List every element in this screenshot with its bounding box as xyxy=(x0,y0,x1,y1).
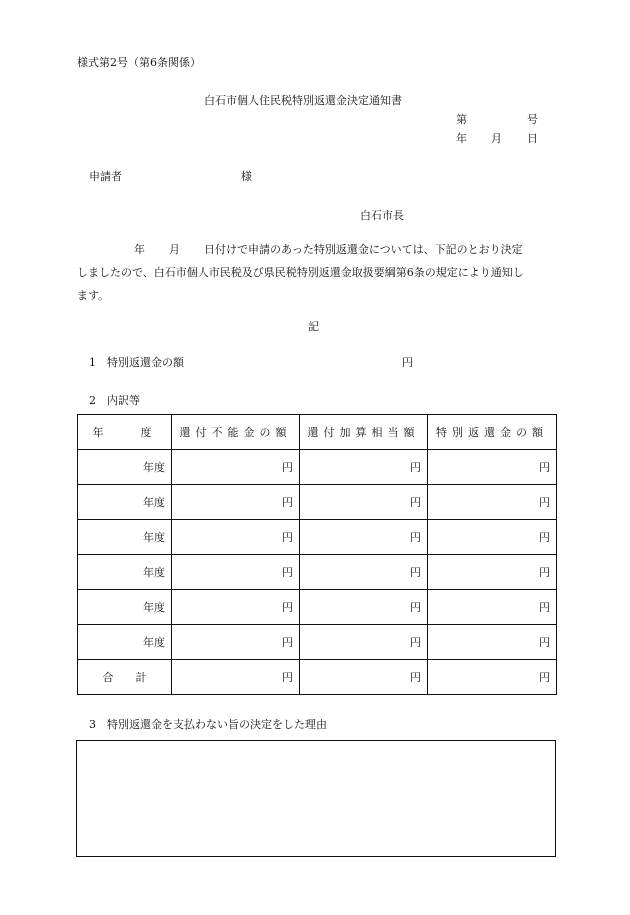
row-special-refund: 円 xyxy=(428,520,557,555)
row-refund-addition: 円 xyxy=(300,450,428,485)
table-row xyxy=(78,485,557,520)
row-refund-addition: 円 xyxy=(300,485,428,520)
table-row xyxy=(78,450,557,485)
row-nonrefundable: 円 xyxy=(172,485,300,520)
date-day: 日 xyxy=(527,132,538,145)
row-nonrefundable: 円 xyxy=(172,450,300,485)
table-row xyxy=(78,520,557,555)
issuer: 白石市長 xyxy=(360,209,404,222)
form-label: 様式第2号（第6条関係） xyxy=(77,56,201,69)
notice-body xyxy=(77,238,555,307)
row-refund-addition: 円 xyxy=(300,590,428,625)
body-year: 年 xyxy=(134,243,145,256)
row-refund-addition: 円 xyxy=(300,520,428,555)
row-year: 年度 xyxy=(78,555,172,590)
row-special-refund: 円 xyxy=(428,485,557,520)
section3-label: 3 特別返還金を支払わない旨の決定をした理由 xyxy=(89,718,327,731)
table-header-row xyxy=(78,415,557,450)
header-nonrefundable: 還付不能金の額 xyxy=(172,415,300,450)
doc-number-suffix: 号 xyxy=(527,113,538,126)
row-special-refund: 円 xyxy=(428,590,557,625)
body-line1-rest: 日付けで申請のあった特別返還金については、下記のとおり決定 xyxy=(204,243,523,256)
header-refund-addition: 還付加算相当額 xyxy=(300,415,428,450)
row-refund-addition: 円 xyxy=(300,555,428,590)
section1-unit: 円 xyxy=(402,356,413,369)
total-refund-addition: 円 xyxy=(300,660,428,695)
date-year: 年 xyxy=(456,132,467,145)
applicant-label: 申請者 xyxy=(89,170,122,183)
row-special-refund: 円 xyxy=(428,555,557,590)
row-nonrefundable: 円 xyxy=(172,590,300,625)
row-year: 年度 xyxy=(78,590,172,625)
body-line-3: ます。 xyxy=(77,289,110,302)
row-year: 年度 xyxy=(78,450,172,485)
row-year: 年度 xyxy=(78,625,172,660)
row-refund-addition: 円 xyxy=(300,625,428,660)
table-row xyxy=(78,590,557,625)
body-month: 月 xyxy=(169,243,180,256)
table-row xyxy=(78,625,557,660)
section1-label: 1 特別返還金の額 xyxy=(89,356,184,369)
date-month: 月 xyxy=(491,132,502,145)
breakdown-table xyxy=(77,414,557,695)
body-line-1 xyxy=(77,238,555,261)
document-title: 白石市個人住民税特別返還金決定通知書 xyxy=(204,94,402,107)
section2-label: 2 内訳等 xyxy=(89,394,140,407)
row-year: 年度 xyxy=(78,520,172,555)
header-year: 年 度 xyxy=(78,415,172,450)
ki-heading: 記 xyxy=(308,320,319,333)
total-special-refund: 円 xyxy=(428,660,557,695)
row-nonrefundable: 円 xyxy=(172,625,300,660)
row-special-refund: 円 xyxy=(428,625,557,660)
doc-number-prefix: 第 xyxy=(456,113,467,126)
total-label: 合 計 xyxy=(78,660,172,695)
body-line-2: しましたので、白石市個人市民税及び県民税特別返還金取扱要綱第6条の規定により通知し xyxy=(77,266,524,279)
table-total-row xyxy=(78,660,557,695)
row-nonrefundable: 円 xyxy=(172,555,300,590)
total-nonrefundable: 円 xyxy=(172,660,300,695)
row-nonrefundable: 円 xyxy=(172,520,300,555)
row-special-refund: 円 xyxy=(428,450,557,485)
row-year: 年度 xyxy=(78,485,172,520)
reason-box[interactable] xyxy=(76,740,556,857)
applicant-honorific: 様 xyxy=(241,170,252,183)
table-row xyxy=(78,555,557,590)
header-special-refund: 特別返還金の額 xyxy=(428,415,557,450)
